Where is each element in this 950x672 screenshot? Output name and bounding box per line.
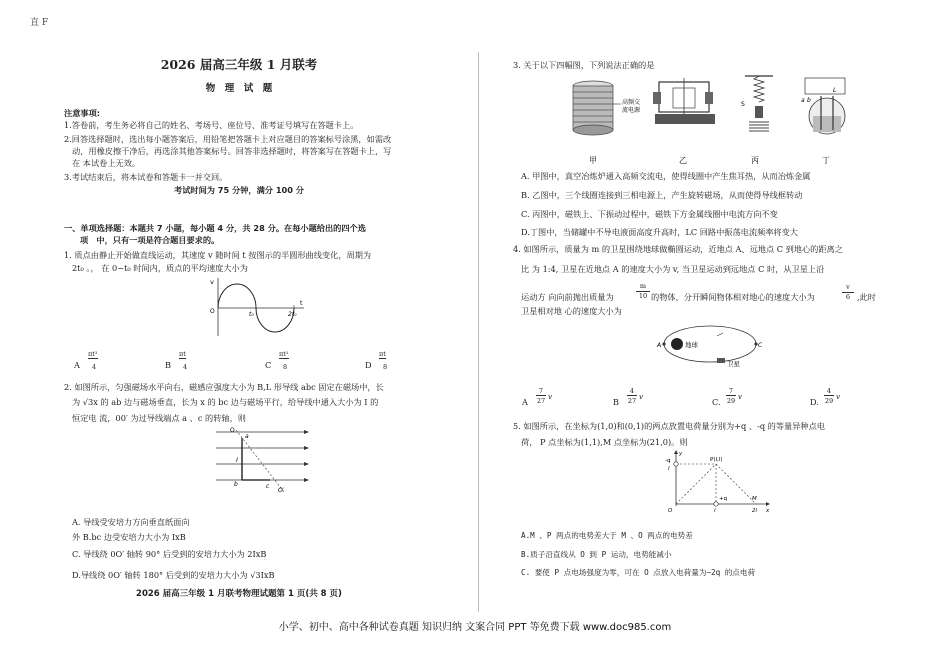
q2-magnetic-field-figure [212,424,312,498]
notice-heading: 注意事项: [64,108,101,118]
notice-line: 1.答卷前，考生务必将自己的姓名、考场号、座位号、准考证号填写在答题卡上。 [64,120,359,130]
exam-title: 2026 届高三年级 1 月联考 [160,57,318,72]
notice-line: 3.考试结束后，将本试卷和答题卡一并交回。 [64,172,228,182]
lc-tank-figure [801,78,845,134]
q2-option: C. 导线绕 0O′ 轴转 90° 后受到的安培力大小为 2IxB [72,549,267,559]
axis-t-label: t [300,300,303,307]
point-a-label: a [801,97,805,104]
fig-label-ding: 丁 [822,156,830,165]
q5-option: C. 要使 P 点电场强度为零，可在 O 点放入电荷量为−2q 的点电荷 [521,568,756,577]
three-phase-figure [653,78,715,124]
q3-option: B. 乙图中，三个线圈连接到三相电源上，产生旋转磁场，从而使得导线框转动 [521,190,803,200]
q4-fraction-v: v 6 [842,283,854,302]
pos-charge-label: +q [719,496,728,502]
origin-label: O [210,308,215,315]
switch-s-label: S [741,101,745,108]
q4-stem: 的物体，分开瞬间物体相对地心的速度大小为 [651,292,815,302]
q4-stem: 4. 如图所示，质量为 m 的卫星围绕地球做椭圆运动，近地点 A、远地点 C 到地心的距离之 [513,244,843,254]
fig-label-bing: 丙 [751,156,759,165]
notice-line: 在 本试卷上无效。 [72,158,141,168]
subject-title: 物 理 试 题 [205,83,273,94]
fig-label-yi: 乙 [679,156,687,165]
watermark-footer: 小学、初中、高中各种试卷真题 知识归纳 文案合同 PPT 等免费下载 www.doc985.com [278,622,672,633]
hf-source-label-1: 高频交 [622,99,641,106]
section-heading-cont: 项 中，只有一项是符合题目要求的。 [80,235,220,245]
axis-o-label: O [230,427,235,434]
inductor-l-label: L [833,87,837,94]
point-c-label: C [758,342,763,349]
axis-v-label: v [210,278,214,286]
q4-stem: 比 为 1:4, 卫星在近地点 A 的速度大小为 v, 当卫星运动到远地点 C 时，从卫星上沿 [521,264,825,274]
q4-fraction-m: m 10 [636,282,650,301]
q2-option: 外 B.bc 边受安培力大小为 IxB [72,532,186,542]
q2-stem: 2. 如图所示，匀强磁场水平向右，磁感应强度大小为 B,L 形导线 abc 固定在磁场中，长 [64,382,384,392]
q3-option: A. 甲图中，真空冶炼炉通入高频交流电，使得线圈中产生焦耳热，从而冶炼金属 [521,171,811,181]
neg-charge-label: -q [665,458,671,464]
q3-option: C. 丙图中，磁铁上、下振动过程中，磁铁下方金属线圈中电流方向不变 [521,209,778,219]
q1-stem: 1. 质点由静止开始做直线运动，其速度 v 随时间 t 按图示的半圆形曲线变化，周期为 [64,250,372,260]
hf-source-label-2: 流电源 [622,107,641,114]
point-a-label: A [657,342,662,349]
q5-stem: 荷， P 点坐标为(1,1),M 点坐标为(21,0)。则 [521,437,688,447]
2t0-label: 2t₀ [288,311,297,318]
axis-o-prime-label: O′ [278,487,285,494]
spring-magnet-figure [741,76,773,131]
q3-stem: 3. 关于以下四幅图，下列说法正确的是 [513,60,655,70]
q5-option: A.M 、P 两点的电势差大于 M 、O 两点的电势差 [521,531,693,540]
notice-line: 动，用橡皮擦干净后，再选涂其他答案标号。回答非选择题时，将答案写在答题卡上，写 [72,146,392,156]
q1-velocity-graph [208,276,308,340]
point-b-label: b [807,97,811,104]
notice-line: 2.回答选择题时，选出每小题答案后，用铅笔把答题卡上对应题目的答案标号涂黑，如需改 [64,134,392,144]
q4-orbit-figure [655,318,765,374]
y-tick-l-label: l [668,466,670,472]
q5-option: B.质子沿直线从 O 到 P 运动，电势能减小 [521,550,672,559]
furnace-figure [573,81,641,135]
point-a-label: a [245,433,249,440]
q4-stem: 卫星相对地 心的速度大小为 [521,306,622,316]
q3-option: D.丁图中，当储罐中不导电液面高度升高时，LC 回路中振荡电流频率将变大 [521,227,798,237]
corner-mark: 直 F [30,18,49,28]
t0-label: t₀ [249,311,254,318]
q2-stem: 恒定电 流，00′ 为过导线端点 a 、c 的转轴，则 [72,413,246,423]
q4-stem: 运动方 向向前抛出质量为 [521,292,614,302]
q2-option: A. 导线受安培力方向垂直纸面向 [72,517,190,527]
origin-label: O [668,508,673,514]
page-footer: 2026 届高三年级 1 月联考物理试题第 1 页(共 8 页) [136,589,342,599]
point-b-label: b [234,481,238,488]
q5-stem: 5. 如图所示，在坐标为(1,0)和(0,1)的两点放置电荷量分别为+q 、-q 的等量异种点电 [513,421,825,431]
earth-label: 地球 [685,341,698,349]
axis-x-label: x [766,508,770,514]
point-m-label: M [752,496,757,502]
time-score: 考试时间为 75 分钟，满分 100 分 [174,185,304,195]
q5-coordinate-figure [662,448,772,514]
fig-label-jia: 甲 [589,156,597,165]
q2-stem: 为 √3x 的 ab 边与磁场垂直，长为 x 的 bc 边与磁场平行，给导线中通入大小为 I 的 [72,397,379,407]
point-p-label: P(l,l) [710,457,723,463]
x-tick-2l-label: 2l [752,508,758,514]
section-heading: 一、单项选择题：本题共 7 小题，每小题 4 分，共 28 分。在每小题给出的四个选 [64,223,366,233]
column-divider [478,52,479,612]
x-tick-l-label: l [714,508,716,514]
q1-stem: 2t₀ 。， 在 0~t₀ 时间内，质点的平均速度大小为 [72,263,248,273]
q4-stem: ,此时 [857,292,876,302]
current-label: I [236,456,238,464]
q3-four-figures [565,74,865,166]
q2-option: D.导线绕 0O′ 轴转 180° 后受到的安培力大小为 √3IxB [72,570,275,580]
point-c-label: c [266,483,270,490]
axis-y-label: y [679,451,683,457]
satellite-label: 卫星 [727,360,740,368]
